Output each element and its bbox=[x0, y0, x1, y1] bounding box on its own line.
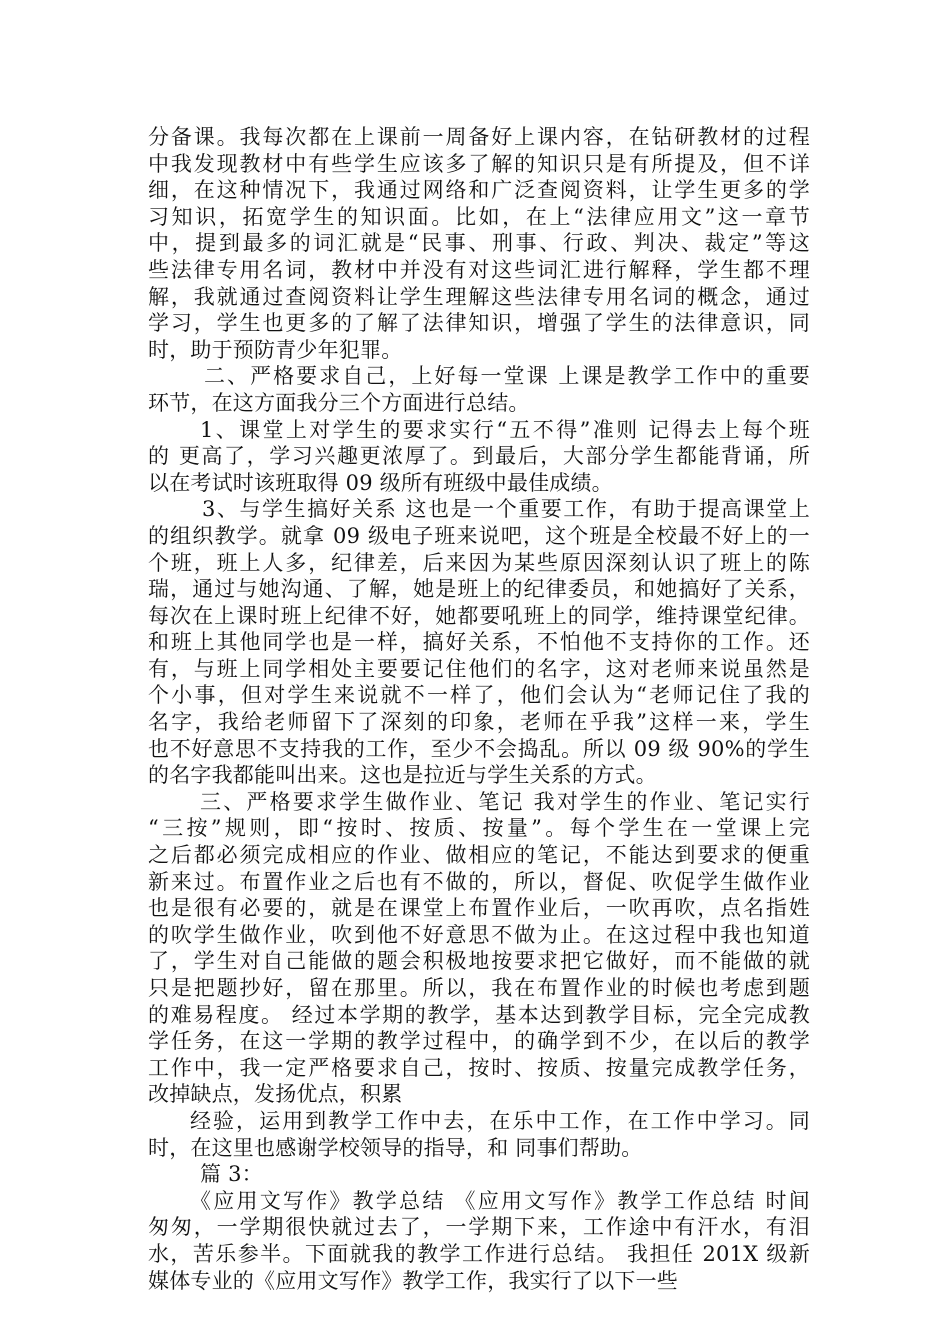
text-line: 有，与班上同学相处主要要记住他们的名字，这对老师来说虽然是 bbox=[148, 656, 810, 681]
text-line: 瑞，通过与她沟通、了解，她是班上的纪律委员，和她搞好了关系， bbox=[148, 577, 810, 602]
text-line: 和班上其他同学也是一样，搞好关系，不怕他不支持你的工作。还 bbox=[148, 630, 810, 655]
text-line: 之后都必须完成相应的作业、做相应的笔记，不能达到要求的便重 bbox=[148, 843, 810, 868]
text-line: 改掉缺点，发扬优点，积累 bbox=[148, 1082, 403, 1107]
text-line: 学任务，在这一学期的教学过程中，的确学到不少，在以后的教学 bbox=[148, 1029, 810, 1054]
text-line: 细，在这种情况下，我通过网络和广泛查阅资料，让学生更多的学 bbox=[148, 178, 810, 203]
text-line: 的组织教学。就拿 09 级电子班来说吧，这个班是全校最不好上的一 bbox=[148, 523, 810, 548]
text-line: 的吹学生做作业，吹到他不好意思不做为止。在这过程中我也知道 bbox=[148, 922, 810, 947]
text-line: 1、课堂上对学生的要求实行“五不得”准则 记得去上每个班 bbox=[200, 417, 810, 442]
text-line: 工作中，我一定严格要求自己，按时、按质、按量完成教学任务， bbox=[148, 1055, 810, 1080]
text-line: 环节，在这方面我分三个方面进行总结。 bbox=[148, 390, 530, 415]
text-line: “三按”规则，即“按时、按质、按量”。每个学生在一堂课上完 bbox=[148, 816, 810, 841]
text-line: 的难易程度。 经过本学期的教学，基本达到教学目标，完全完成教 bbox=[148, 1002, 810, 1027]
text-line: 名字，我给老师留下了深刻的印象，老师在乎我”这样一来，学生 bbox=[148, 710, 810, 735]
text-line: 只是把题抄好，留在那里。所以，我在布置作业的时候也考虑到题 bbox=[148, 976, 810, 1000]
text-line: 《应用文写作》教学总结 《应用文写作》教学工作总结 时间 bbox=[190, 1188, 810, 1213]
text-line: 以在考试时该班取得 09 级所有班级中最佳成绩。 bbox=[148, 470, 613, 495]
text-line: 经验，运用到教学工作中去，在乐中工作，在工作中学习。同 bbox=[190, 1108, 810, 1133]
text-line: 三、严格要求学生做作业、笔记 我对学生的作业、笔记实行 bbox=[200, 789, 810, 814]
text-line: 3、与学生搞好关系 这也是一个重要工作，有助于提高课堂上 bbox=[202, 497, 810, 522]
text-line: 习知识，拓宽学生的知识面。比如，在上“法律应用文”这一章节 bbox=[148, 204, 810, 229]
text-line: 媒体专业的《应用文写作》教学工作，我实行了以下一些 bbox=[148, 1268, 678, 1293]
text-line: 每次在上课时班上纪律不好，她都要吼班上的同学，维持课堂纪律。 bbox=[148, 603, 810, 628]
text-line: 新来过。布置作业之后也有不做的，所以，督促、吹促学生做作业 bbox=[148, 869, 810, 894]
text-line: 的名字我都能叫出来。这也是拉近与学生关系的方式。 bbox=[148, 763, 657, 788]
text-line: 学习，学生也更多的了解了法律知识，增强了学生的法律意识，同 bbox=[148, 311, 810, 336]
text-line: 也是很有必要的，就是在课堂上布置作业后，一吹再吹，点名指姓 bbox=[148, 896, 810, 921]
text-line: 时，助于预防青少年犯罪。 bbox=[148, 337, 403, 362]
text-line: 也不好意思不支持我的工作，至少不会捣乱。所以 09 级 90%的学生 bbox=[148, 736, 810, 761]
text-line: 些法律专用名词，教材中并没有对这些词汇进行解释，学生都不理 bbox=[148, 257, 810, 282]
document-page bbox=[148, 124, 810, 1294]
text-line: 二、严格要求自己，上好每一堂课 上课是教学工作中的重要 bbox=[204, 364, 810, 389]
text-line: 的 更高了，学习兴趣更浓厚了。到最后，大部分学生都能背诵，所 bbox=[148, 444, 810, 469]
text-line: 分备课。我每次都在上课前一周备好上课内容，在钻研教材的过程 bbox=[148, 125, 810, 149]
text-line: 水，苦乐参半。下面就我的教学工作进行总结。 我担任 201X 级新 bbox=[148, 1241, 810, 1266]
text-line: 篇 3： bbox=[200, 1162, 263, 1187]
text-line: 解，我就通过查阅资料让学生理解这些法律专用名词的概念，通过 bbox=[148, 284, 810, 309]
text-line: 时，在这里也感谢学校领导的指导，和 同事们帮助。 bbox=[148, 1135, 643, 1160]
text-line: 个班，班上人多，纪律差，后来因为某些原因深刻认识了班上的陈 bbox=[148, 550, 810, 575]
text-line: 匆匆，一学期很快就过去了，一学期下来，工作途中有汗水，有泪 bbox=[148, 1215, 810, 1240]
text-line: 中，提到最多的词汇就是“民事、刑事、行政、判决、裁定”等这 bbox=[148, 231, 810, 256]
text-line: 了，学生对自己能做的题会积极地按要求把它做好，而不能做的就 bbox=[148, 949, 810, 974]
text-line: 中我发现教材中有些学生应该多了解的知识只是有所提及，但不详 bbox=[148, 151, 810, 176]
text-line: 个小事，但对学生来说就不一样了，他们会认为“老师记住了我的 bbox=[148, 683, 810, 708]
